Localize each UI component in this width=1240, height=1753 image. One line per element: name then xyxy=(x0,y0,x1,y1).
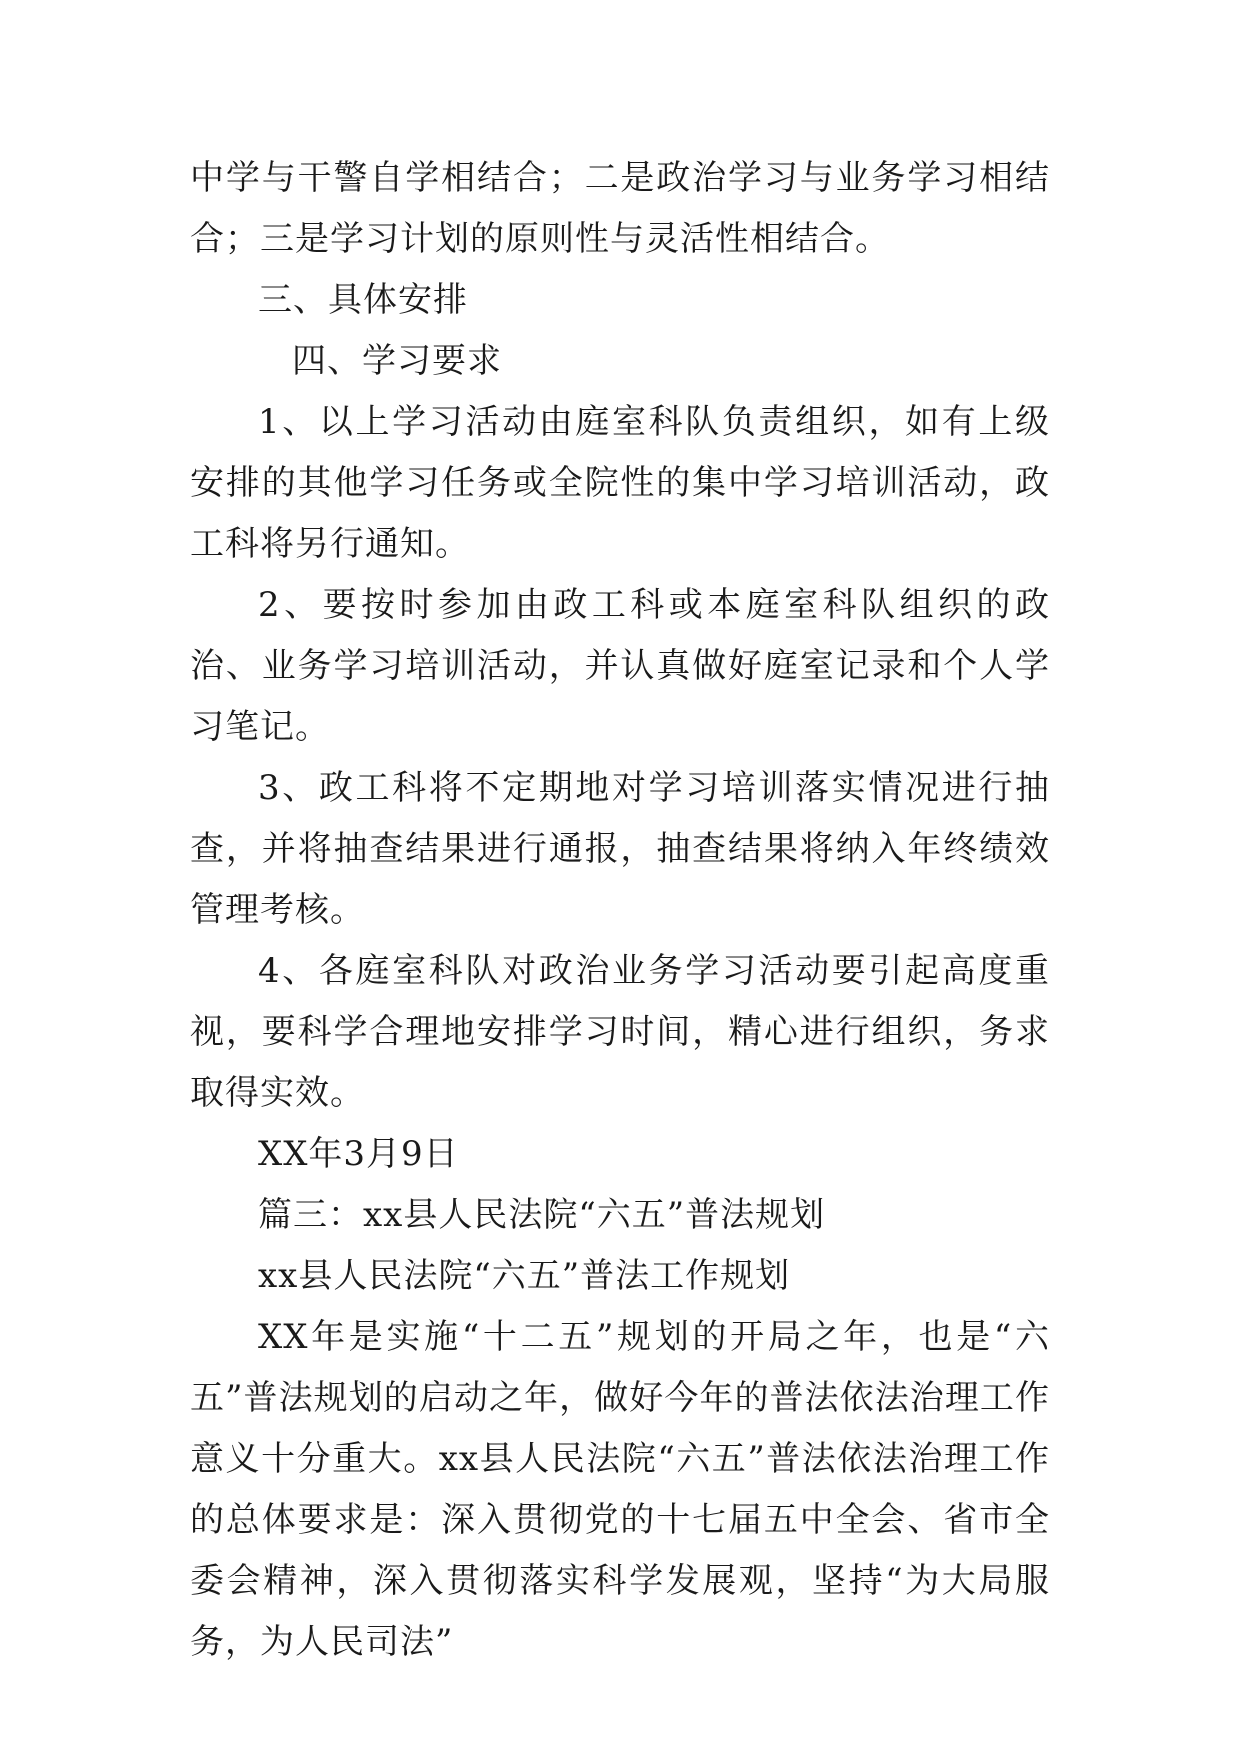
document-date: XX年3月9日 xyxy=(258,1134,459,1174)
section-heading-arrangement: 三、具体安排 xyxy=(258,280,468,320)
plan-intro-paragraph: XX年是实施“十二五”规划的开局之年，也是“六五”普法规划的启动之年，做好今年的普法依法治理工作意义十分重大。xx县人民法院“六五”普法依法治理工作的总体要求是：深入贯彻党的十七届五中全会、省市全委会精神，深入贯彻落实科学发展观，坚持“为大局服务，为人民司法” xyxy=(190,1317,1050,1662)
requirement-item-4: 4、各庭室科队对政治业务学习活动要引起高度重视，要科学合理地安排学习时间，精心进行组织，务求取得实效。 xyxy=(190,951,1050,1113)
document-body xyxy=(190,148,1050,1673)
requirement-item-3: 3、政工科将不定期地对学习培训落实情况进行抽查，并将抽查结果进行通报，抽查结果将纳入年终绩效管理考核。 xyxy=(190,768,1050,930)
requirement-item-1: 1、以上学习活动由庭室科队负责组织，如有上级安排的其他学习任务或全院性的集中学习培训活动，政工科将另行通知。 xyxy=(190,402,1050,564)
section-heading-requirements: 四、学习要求 xyxy=(292,341,502,381)
paragraph-continuation: 中学与干警自学相结合；二是政治学习与业务学习相结合；三是学习计划的原则性与灵活性相结合。 xyxy=(190,158,1050,259)
plan-title: xx县人民法院“六五”普法工作规划 xyxy=(258,1256,791,1296)
requirement-item-2: 2、要按时参加由政工科或本庭室科队组织的政治、业务学习培训活动，并认真做好庭室记录和个人学习笔记。 xyxy=(190,585,1050,747)
chapter-title: 篇三：xx县人民法院“六五”普法规划 xyxy=(258,1195,826,1235)
